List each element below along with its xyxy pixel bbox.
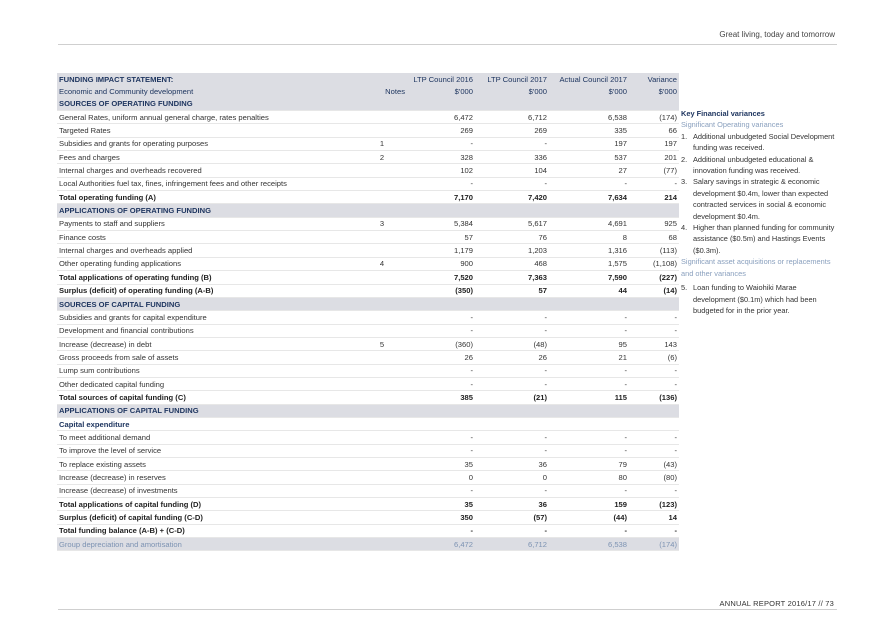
row-variance	[629, 297, 679, 310]
row-actual2017: 6,538	[549, 111, 629, 124]
row-ltp2016: 57	[407, 231, 475, 244]
operating-variances-heading: Significant Operating variances	[681, 120, 784, 130]
row-label: Other dedicated capital funding	[57, 377, 357, 390]
row-ltp2016: -	[407, 324, 475, 337]
row-ltp2016: -	[407, 524, 475, 537]
variances-title: Key Financial variances	[681, 109, 765, 118]
row-ltp2017	[475, 204, 549, 217]
row-variance	[629, 98, 679, 111]
col-ltp2017-header: LTP Council 2017	[475, 73, 549, 85]
row-variance: (174)	[629, 538, 679, 551]
row-actual2017: -	[549, 524, 629, 537]
row-label: Gross proceeds from sale of assets	[57, 351, 357, 364]
row-ltp2016: 269	[407, 124, 475, 137]
row-notes: 4	[357, 257, 407, 270]
table-subtitle: Economic and Community development	[57, 85, 357, 97]
row-actual2017: 7,590	[549, 271, 629, 284]
row-ltp2016: 0	[407, 471, 475, 484]
row-variance	[629, 404, 679, 417]
row-ltp2017: 57	[475, 284, 549, 297]
row-variance: (136)	[629, 391, 679, 404]
row-actual2017: -	[549, 177, 629, 190]
variance-number: 4.	[681, 223, 688, 233]
col-variance-unit: $'000	[629, 85, 679, 97]
operating-variances-list	[681, 131, 841, 256]
row-label: APPLICATIONS OF OPERATING FUNDING	[57, 204, 357, 217]
table-row	[57, 471, 679, 484]
row-ltp2016: -	[407, 137, 475, 150]
table-row	[57, 351, 679, 364]
row-variance: 214	[629, 191, 679, 204]
row-notes	[357, 511, 407, 524]
row-label: Internal charges and overheads applied	[57, 244, 357, 257]
footer-divider	[58, 609, 837, 610]
row-ltp2016: 35	[407, 498, 475, 511]
row-label: Fees and charges	[57, 151, 357, 164]
row-ltp2017: -	[475, 444, 549, 457]
row-actual2017: 335	[549, 124, 629, 137]
row-actual2017: -	[549, 311, 629, 324]
row-variance: -	[629, 431, 679, 444]
row-label: Local Authorities fuel tax, fines, infringement fees and other receipts	[57, 177, 357, 190]
row-ltp2016: 1,179	[407, 244, 475, 257]
row-notes	[357, 538, 407, 551]
row-actual2017: 8	[549, 231, 629, 244]
table-row	[57, 311, 679, 324]
row-actual2017: -	[549, 364, 629, 377]
row-label: Capital expenditure	[57, 417, 357, 430]
table-row	[57, 524, 679, 537]
row-ltp2016: -	[407, 484, 475, 497]
row-ltp2017: 26	[475, 351, 549, 364]
row-variance: -	[629, 377, 679, 390]
row-variance: (80)	[629, 471, 679, 484]
row-ltp2017: -	[475, 377, 549, 390]
row-actual2017: 80	[549, 471, 629, 484]
page-footer: ANNUAL REPORT 2016/17 // 73	[719, 599, 834, 608]
row-ltp2017: 1,203	[475, 244, 549, 257]
row-ltp2016: (350)	[407, 284, 475, 297]
table-header-row-1	[57, 73, 679, 85]
row-label: Total applications of capital funding (D)	[57, 498, 357, 511]
variance-item	[681, 176, 841, 222]
row-notes	[357, 471, 407, 484]
row-variance: (14)	[629, 284, 679, 297]
row-variance: (113)	[629, 244, 679, 257]
row-ltp2016: 900	[407, 257, 475, 270]
variance-item	[681, 154, 841, 177]
capital-variances-heading: Significant asset acquisitions or replacements and other variances	[681, 257, 831, 278]
table-header-row-2	[57, 85, 679, 97]
funding-impact-statement-table	[57, 73, 679, 551]
variance-number: 1.	[681, 131, 688, 141]
row-ltp2017: 36	[475, 457, 549, 470]
row-notes	[357, 177, 407, 190]
table-row	[57, 124, 679, 137]
row-ltp2017: 6,712	[475, 111, 549, 124]
variance-number: 5.	[681, 283, 688, 293]
row-notes: 2	[357, 151, 407, 164]
col-actual2017-unit: $'000	[549, 85, 629, 97]
table-row	[57, 444, 679, 457]
variance-number: 3.	[681, 177, 688, 187]
row-ltp2017: 104	[475, 164, 549, 177]
row-ltp2017: -	[475, 431, 549, 444]
row-ltp2017	[475, 297, 549, 310]
row-ltp2017: -	[475, 524, 549, 537]
row-label: Targeted Rates	[57, 124, 357, 137]
row-variance: 925	[629, 217, 679, 230]
row-variance: (1,108)	[629, 257, 679, 270]
row-label: Finance costs	[57, 231, 357, 244]
row-actual2017: 7,634	[549, 191, 629, 204]
row-notes	[357, 271, 407, 284]
variance-item	[681, 282, 841, 316]
header-divider	[58, 44, 837, 45]
row-label: Total sources of capital funding (C)	[57, 391, 357, 404]
row-ltp2017: 336	[475, 151, 549, 164]
row-ltp2017: 7,363	[475, 271, 549, 284]
table-title: FUNDING IMPACT STATEMENT:	[57, 73, 357, 85]
row-ltp2016: 26	[407, 351, 475, 364]
table-row	[57, 431, 679, 444]
row-variance: -	[629, 311, 679, 324]
row-label: Total operating funding (A)	[57, 191, 357, 204]
row-ltp2017: 5,617	[475, 217, 549, 230]
row-label: Surplus (deficit) of capital funding (C-D)	[57, 511, 357, 524]
row-notes	[357, 297, 407, 310]
table-row	[57, 391, 679, 404]
variance-text: Loan funding to Waiohiki Marae development ($0.1m) which had been budgeted for in the prior year.	[693, 283, 817, 315]
row-actual2017: 4,691	[549, 217, 629, 230]
table-row	[57, 111, 679, 124]
row-actual2017: -	[549, 444, 629, 457]
row-notes	[357, 204, 407, 217]
table-row	[57, 404, 679, 417]
table-row	[57, 177, 679, 190]
row-label: Increase (decrease) in reserves	[57, 471, 357, 484]
row-ltp2016: 7,170	[407, 191, 475, 204]
table-row	[57, 217, 679, 230]
row-actual2017: -	[549, 431, 629, 444]
row-notes	[357, 191, 407, 204]
row-notes	[357, 124, 407, 137]
row-actual2017: -	[549, 324, 629, 337]
table-row	[57, 191, 679, 204]
row-notes: 1	[357, 137, 407, 150]
table-row	[57, 337, 679, 350]
row-label: To replace existing assets	[57, 457, 357, 470]
row-variance: -	[629, 444, 679, 457]
col-ltp2016-header: LTP Council 2016	[407, 73, 475, 85]
row-actual2017: 21	[549, 351, 629, 364]
row-notes	[357, 231, 407, 244]
row-label: Increase (decrease) of investments	[57, 484, 357, 497]
row-label: To meet additional demand	[57, 431, 357, 444]
row-variance: -	[629, 324, 679, 337]
table-row	[57, 151, 679, 164]
row-ltp2016	[407, 417, 475, 430]
row-actual2017	[549, 297, 629, 310]
row-label: Surplus (deficit) of operating funding (A-B)	[57, 284, 357, 297]
row-variance: 197	[629, 137, 679, 150]
row-variance: (123)	[629, 498, 679, 511]
col-actual2017-header: Actual Council 2017	[549, 73, 629, 85]
table-row	[57, 137, 679, 150]
row-ltp2016	[407, 98, 475, 111]
row-actual2017: 44	[549, 284, 629, 297]
row-variance: 68	[629, 231, 679, 244]
row-ltp2016: 6,472	[407, 538, 475, 551]
row-notes	[357, 311, 407, 324]
row-ltp2017: (57)	[475, 511, 549, 524]
table-row	[57, 244, 679, 257]
row-notes	[357, 164, 407, 177]
row-variance: -	[629, 364, 679, 377]
row-ltp2016: -	[407, 444, 475, 457]
row-ltp2016: 6,472	[407, 111, 475, 124]
row-variance: (227)	[629, 271, 679, 284]
row-ltp2016: -	[407, 311, 475, 324]
row-notes	[357, 324, 407, 337]
row-notes	[357, 284, 407, 297]
row-ltp2017	[475, 98, 549, 111]
row-variance: 143	[629, 337, 679, 350]
table-row	[57, 204, 679, 217]
table-row	[57, 231, 679, 244]
row-variance: 14	[629, 511, 679, 524]
row-actual2017: -	[549, 377, 629, 390]
row-ltp2016	[407, 204, 475, 217]
variance-text: Higher than planned funding for community assistance ($0.5m) and Hastings Events ($0.3m).	[693, 223, 835, 255]
row-ltp2016: -	[407, 431, 475, 444]
row-actual2017: 197	[549, 137, 629, 150]
row-variance: (77)	[629, 164, 679, 177]
col-ltp2016-unit: $'000	[407, 85, 475, 97]
row-label: Increase (decrease) in debt	[57, 337, 357, 350]
row-ltp2017: -	[475, 484, 549, 497]
row-variance: (174)	[629, 111, 679, 124]
row-variance: 201	[629, 151, 679, 164]
row-ltp2017	[475, 404, 549, 417]
row-ltp2016: 5,384	[407, 217, 475, 230]
table-row	[57, 417, 679, 430]
row-label: Internal charges and overheads recovered	[57, 164, 357, 177]
row-notes	[357, 391, 407, 404]
variance-item	[681, 222, 841, 256]
row-notes: 5	[357, 337, 407, 350]
row-actual2017: 95	[549, 337, 629, 350]
table-row	[57, 377, 679, 390]
row-notes	[357, 431, 407, 444]
row-label: Total funding balance (A-B) + (C-D)	[57, 524, 357, 537]
table-row	[57, 324, 679, 337]
row-notes	[357, 111, 407, 124]
row-variance: -	[629, 524, 679, 537]
col-notes-header: Notes	[357, 85, 407, 97]
row-ltp2017: 269	[475, 124, 549, 137]
row-ltp2017: -	[475, 137, 549, 150]
row-ltp2016	[407, 404, 475, 417]
row-notes	[357, 244, 407, 257]
row-notes	[357, 498, 407, 511]
row-ltp2017: -	[475, 311, 549, 324]
table-row	[57, 538, 679, 551]
table-row	[57, 257, 679, 270]
row-ltp2017: 0	[475, 471, 549, 484]
row-variance	[629, 417, 679, 430]
table-row	[57, 271, 679, 284]
row-ltp2017: (48)	[475, 337, 549, 350]
key-financial-variances-panel	[681, 108, 841, 316]
row-variance	[629, 204, 679, 217]
col-ltp2017-unit: $'000	[475, 85, 549, 97]
row-notes: 3	[357, 217, 407, 230]
row-ltp2016: 350	[407, 511, 475, 524]
row-notes	[357, 484, 407, 497]
row-actual2017: (44)	[549, 511, 629, 524]
row-label: Subsidies and grants for operating purposes	[57, 137, 357, 150]
table-row	[57, 511, 679, 524]
row-label: Development and financial contributions	[57, 324, 357, 337]
row-ltp2017: -	[475, 364, 549, 377]
row-variance: -	[629, 177, 679, 190]
row-label: Payments to staff and suppliers	[57, 217, 357, 230]
row-label: Lump sum contributions	[57, 364, 357, 377]
row-label: Total applications of operating funding (B)	[57, 271, 357, 284]
row-notes	[357, 377, 407, 390]
row-label: SOURCES OF CAPITAL FUNDING	[57, 297, 357, 310]
row-ltp2016: 35	[407, 457, 475, 470]
table-row	[57, 364, 679, 377]
variance-item	[681, 131, 841, 154]
variance-text: Additional unbudgeted Social Development funding was received.	[693, 131, 835, 153]
row-actual2017	[549, 417, 629, 430]
page-tagline: Great living, today and tomorrow	[719, 30, 835, 39]
row-actual2017: 159	[549, 498, 629, 511]
row-ltp2017: -	[475, 324, 549, 337]
row-notes	[357, 444, 407, 457]
row-actual2017: 79	[549, 457, 629, 470]
row-actual2017: 537	[549, 151, 629, 164]
row-ltp2017: -	[475, 177, 549, 190]
row-label: SOURCES OF OPERATING FUNDING	[57, 98, 357, 111]
row-variance: (43)	[629, 457, 679, 470]
row-notes	[357, 351, 407, 364]
row-actual2017: 1,316	[549, 244, 629, 257]
variance-number: 2.	[681, 154, 688, 164]
row-ltp2016: -	[407, 364, 475, 377]
table-row	[57, 484, 679, 497]
row-ltp2017: 36	[475, 498, 549, 511]
row-actual2017: -	[549, 484, 629, 497]
row-actual2017: 115	[549, 391, 629, 404]
row-ltp2017: 76	[475, 231, 549, 244]
row-actual2017: 6,538	[549, 538, 629, 551]
table-row	[57, 297, 679, 310]
row-actual2017	[549, 404, 629, 417]
row-variance: 66	[629, 124, 679, 137]
row-ltp2016: -	[407, 177, 475, 190]
row-ltp2016: -	[407, 377, 475, 390]
variance-text: Additional unbudgeted educational & innovation funding was received.	[693, 154, 814, 176]
row-ltp2016: 102	[407, 164, 475, 177]
row-notes	[357, 417, 407, 430]
variance-text: Salary savings in strategic & economic development $0.4m, lower than expected contracted services in social & economic development $0.4m.	[693, 177, 829, 221]
row-label: Subsidies and grants for capital expenditure	[57, 311, 357, 324]
row-actual2017: 27	[549, 164, 629, 177]
table-row	[57, 457, 679, 470]
capital-variances-list	[681, 282, 841, 316]
row-actual2017	[549, 98, 629, 111]
table-row	[57, 498, 679, 511]
row-ltp2017: 7,420	[475, 191, 549, 204]
row-ltp2017: 468	[475, 257, 549, 270]
row-ltp2016: 328	[407, 151, 475, 164]
row-notes	[357, 524, 407, 537]
table-row	[57, 164, 679, 177]
row-actual2017: 1,575	[549, 257, 629, 270]
row-ltp2016: (360)	[407, 337, 475, 350]
row-label: Other operating funding applications	[57, 257, 357, 270]
col-variance-header: Variance	[629, 73, 679, 85]
row-actual2017	[549, 204, 629, 217]
row-label: To improve the level of service	[57, 444, 357, 457]
row-ltp2017: 6,712	[475, 538, 549, 551]
row-ltp2016: 385	[407, 391, 475, 404]
table-row	[57, 284, 679, 297]
row-label: General Rates, uniform annual general charge, rates penalties	[57, 111, 357, 124]
row-notes	[357, 364, 407, 377]
row-notes	[357, 404, 407, 417]
row-ltp2017	[475, 417, 549, 430]
row-notes	[357, 98, 407, 111]
row-ltp2017: (21)	[475, 391, 549, 404]
row-label: APPLICATIONS OF CAPITAL FUNDING	[57, 404, 357, 417]
row-label: Group depreciation and amortisation	[57, 538, 357, 551]
row-variance: (6)	[629, 351, 679, 364]
row-variance: -	[629, 484, 679, 497]
row-notes	[357, 457, 407, 470]
row-ltp2016	[407, 297, 475, 310]
row-ltp2016: 7,520	[407, 271, 475, 284]
table-row	[57, 98, 679, 111]
